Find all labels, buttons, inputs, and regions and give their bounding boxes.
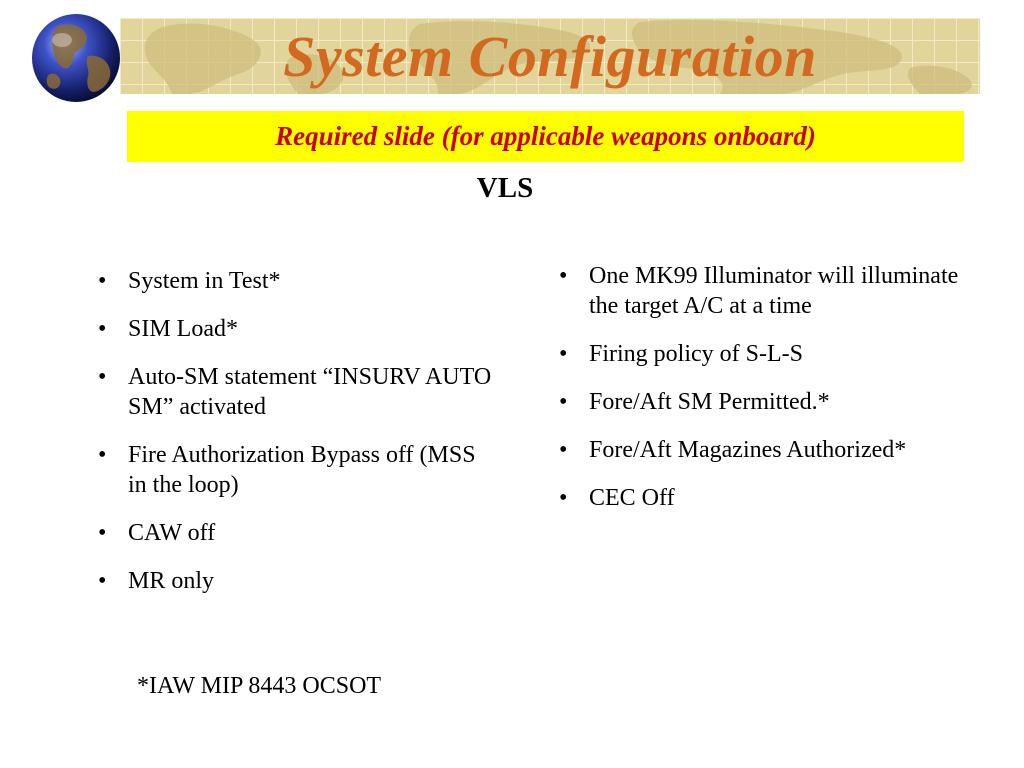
- bullet-icon: •: [559, 341, 568, 367]
- bullet-icon: •: [559, 485, 568, 511]
- bullet-text: Fore/Aft SM Permitted.*: [589, 389, 830, 415]
- list-item: [98, 518, 498, 548]
- left-bullet-list: [98, 266, 498, 614]
- section-heading: VLS: [476, 172, 534, 204]
- list-item: [559, 261, 959, 321]
- list-item: [98, 440, 498, 500]
- bullet-icon: •: [98, 316, 107, 342]
- bullet-text: Fore/Aft Magazines Authorized*: [589, 437, 907, 463]
- slide-subtitle: Required slide (for applicable weapons onboard): [275, 121, 816, 151]
- bullet-icon: •: [98, 568, 107, 594]
- bullet-text: System in Test*: [128, 268, 281, 294]
- bullet-text: CEC Off: [589, 485, 675, 511]
- list-item: [559, 483, 959, 513]
- list-item: [98, 266, 498, 296]
- bullet-icon: •: [559, 437, 568, 463]
- bullet-text: One MK99 Illuminator will illuminate the target A/C at a time: [589, 263, 959, 319]
- bullet-text: SIM Load*: [128, 316, 238, 342]
- list-item: [98, 362, 498, 422]
- list-item: [559, 339, 959, 369]
- bullet-text: Fire Authorization Bypass off (MSS in the loop): [128, 442, 476, 498]
- list-item: [559, 435, 959, 465]
- subtitle-box: [127, 111, 964, 162]
- bullet-icon: •: [559, 389, 568, 415]
- list-item: [98, 314, 498, 344]
- bullet-text: MR only: [128, 568, 215, 594]
- slide-title: System Configuration: [283, 24, 817, 89]
- bullet-text: Firing policy of S-L-S: [589, 341, 803, 367]
- bullet-icon: •: [559, 263, 568, 289]
- bullet-text: CAW off: [128, 520, 216, 546]
- list-item: [559, 387, 959, 417]
- bullet-text: Auto-SM statement “INSURV AUTO SM” activated: [128, 364, 492, 420]
- bullet-icon: •: [98, 442, 107, 468]
- footnote: *IAW MIP 8443 OCSOT: [137, 673, 382, 699]
- bullet-icon: •: [98, 364, 107, 390]
- list-item: [98, 566, 498, 596]
- bullet-icon: •: [98, 520, 107, 546]
- right-bullet-list: [559, 261, 959, 531]
- bullet-icon: •: [98, 268, 107, 294]
- globe-icon: [30, 12, 122, 104]
